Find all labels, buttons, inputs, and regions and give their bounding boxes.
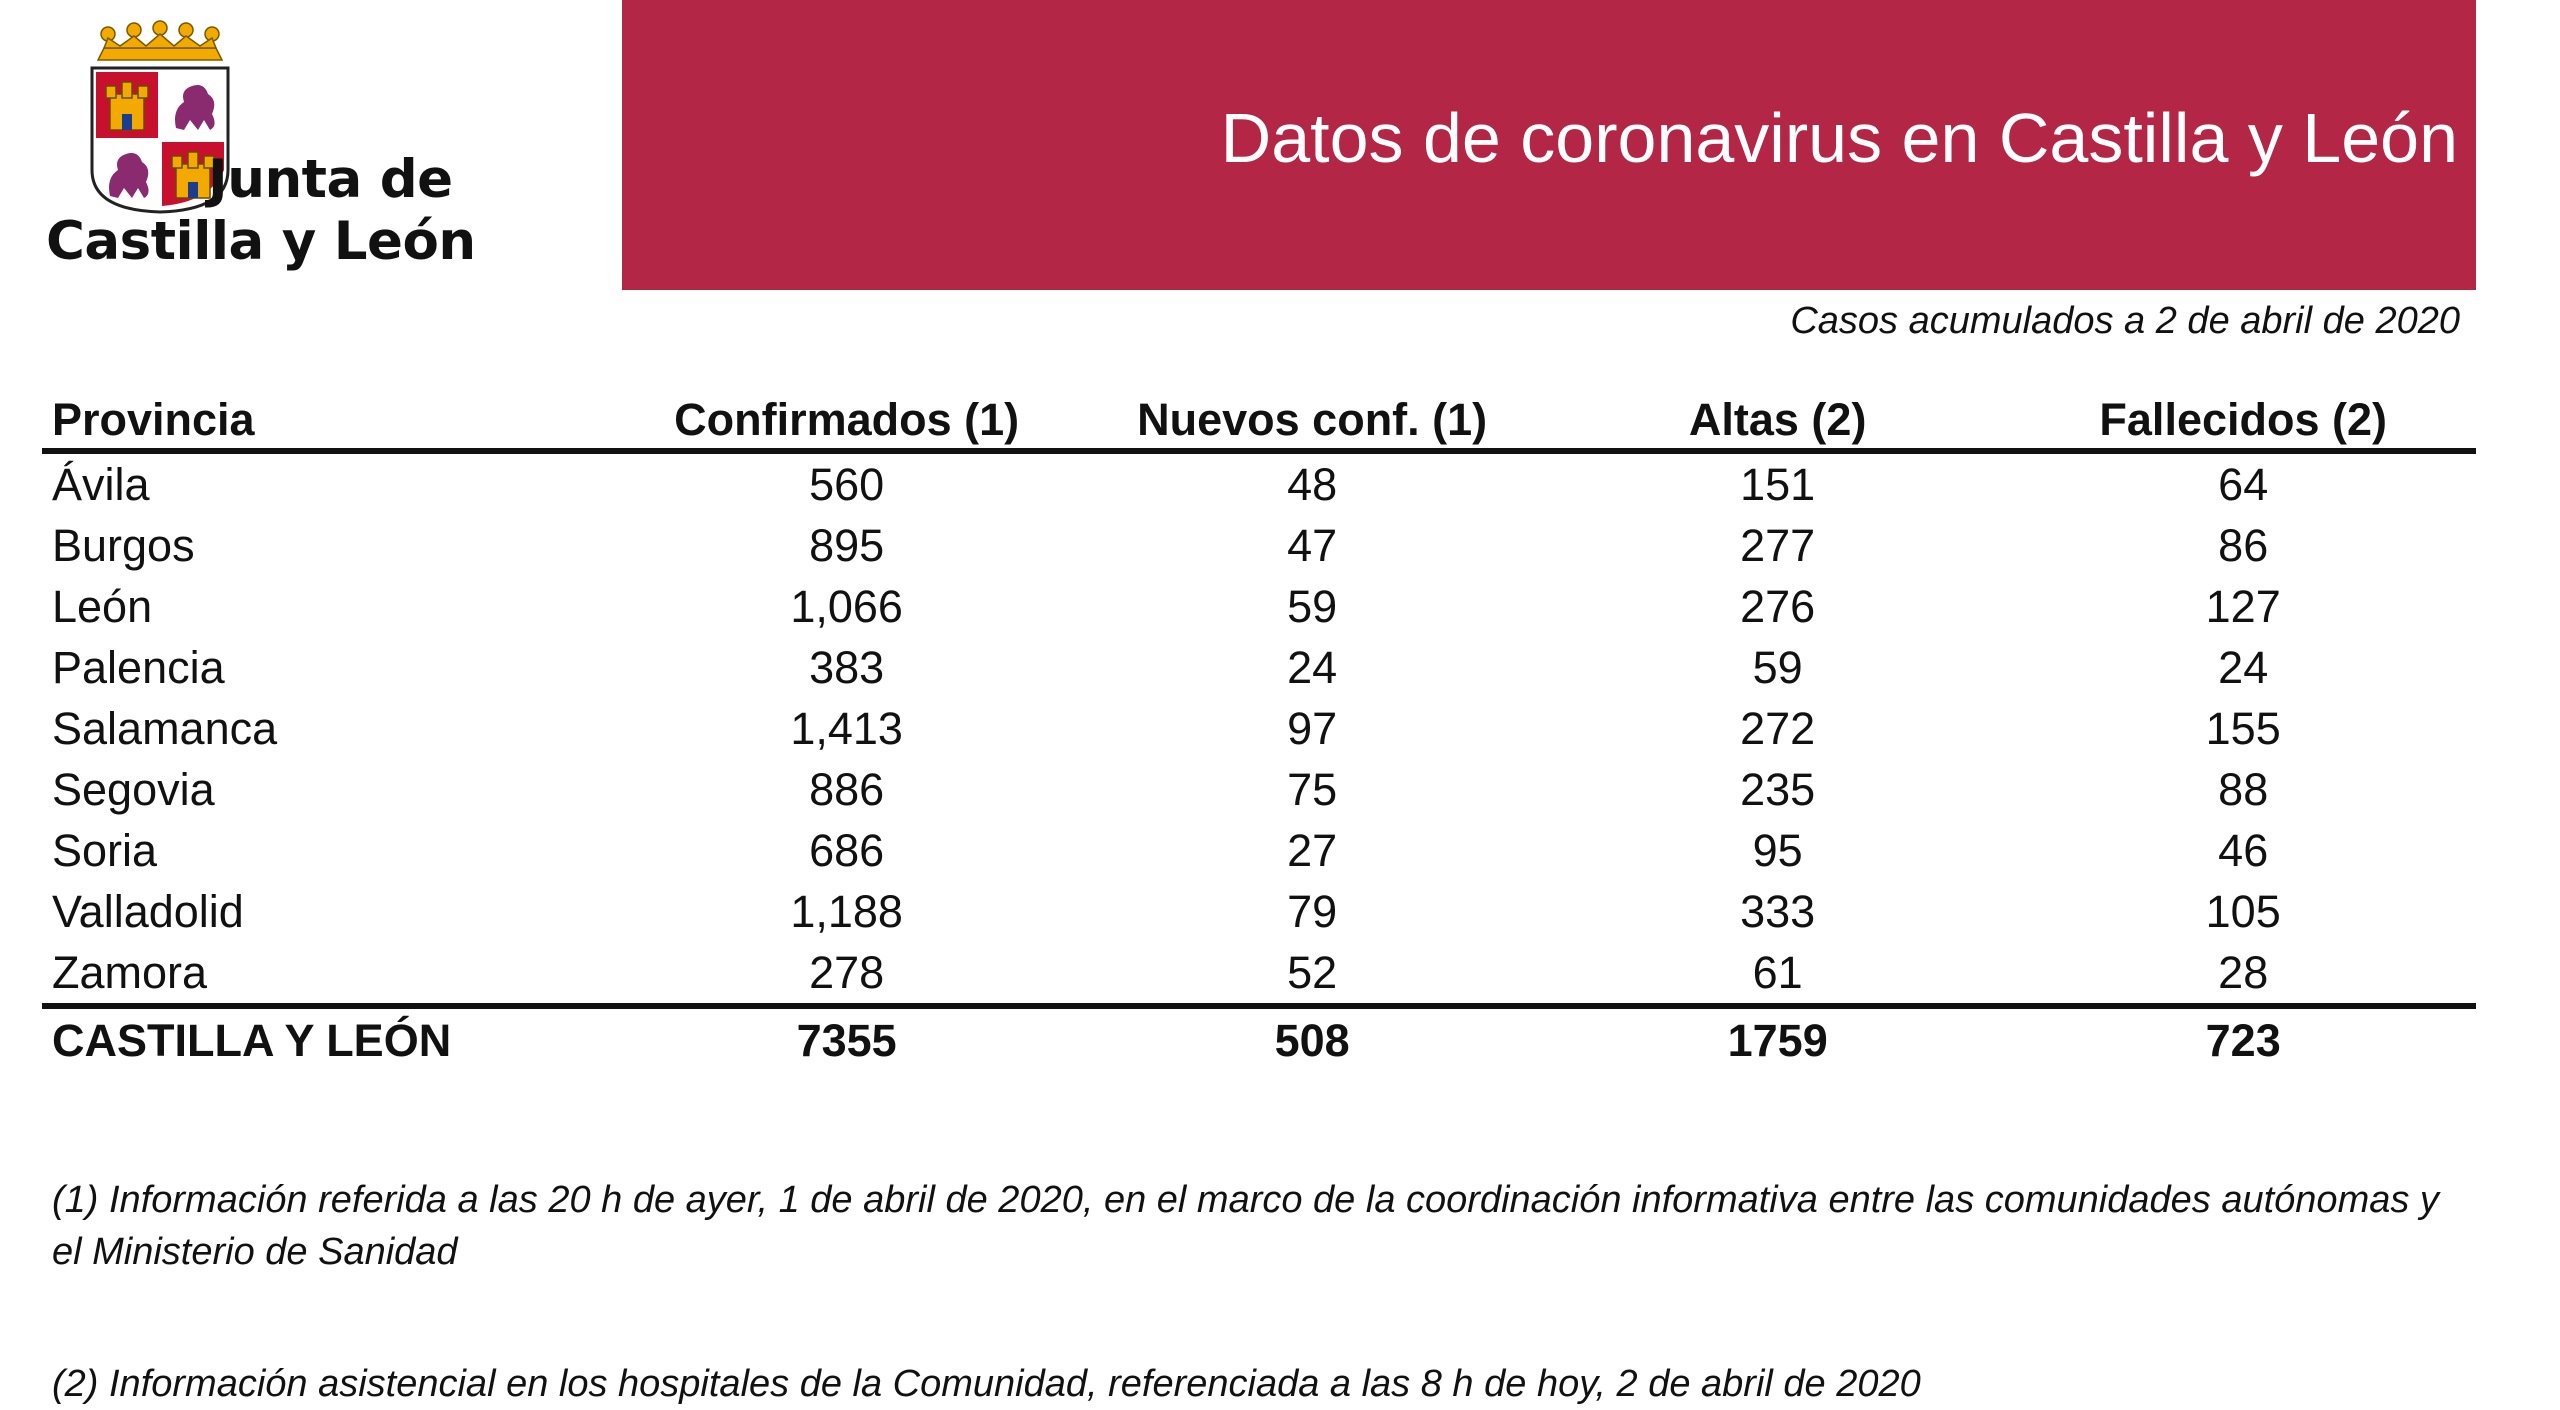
table-total-row [42,1006,2476,1073]
table-row [42,820,2476,881]
cell-altas: 151 [1740,459,1816,510]
cell-altas: 61 [1752,947,1803,998]
total-fallecidos: 723 [2010,1006,2476,1073]
header-altas: Altas (2) [1545,382,2011,451]
cell-altas: 272 [1740,703,1816,754]
table-row [42,881,2476,942]
cell-altas: 59 [1752,642,1803,693]
cell-confirmados: 1,413 [790,703,903,754]
cell-provincia: Burgos [52,520,195,571]
cell-nuevos: 97 [1287,703,1338,754]
cell-altas: 235 [1740,764,1816,815]
cell-confirmados: 886 [809,764,885,815]
cell-altas: 277 [1740,520,1816,571]
footnote-1: (1) Información referida a las 20 h de ayer, 1 de abril de 2020, en el marco de la coordinación informativa entre las comunidades autónomas y el Ministerio de Sanidad [52,1179,2439,1273]
cell-provincia: Ávila [52,459,150,510]
cell-nuevos: 52 [1287,947,1338,998]
cell-nuevos: 47 [1287,520,1338,571]
cell-provincia: Zamora [52,947,208,998]
cell-confirmados: 560 [809,459,885,510]
cell-fallecidos: 88 [2218,764,2269,815]
table-row [42,576,2476,637]
cell-altas: 276 [1740,581,1816,632]
table-row [42,942,2476,1006]
header-provincia: Provincia [42,382,614,451]
cell-altas: 95 [1752,825,1803,876]
cell-provincia: León [52,581,153,632]
table-header-row [42,382,2476,451]
cell-fallecidos: 105 [2205,886,2281,937]
cell-fallecidos: 64 [2218,459,2269,510]
header-confirmados: Confirmados (1) [614,382,1080,451]
covid-data-table [42,382,2476,1073]
cell-provincia: Salamanca [52,703,278,754]
table-row [42,698,2476,759]
total-nuevos: 508 [1079,1006,1545,1073]
cell-nuevos: 27 [1287,825,1338,876]
cell-provincia: Palencia [52,642,225,693]
cell-fallecidos: 24 [2218,642,2269,693]
cell-provincia: Soria [52,825,158,876]
cell-fallecidos: 155 [2205,703,2281,754]
total-altas: 1759 [1545,1006,2011,1073]
cell-fallecidos: 86 [2218,520,2269,571]
cell-nuevos: 24 [1287,642,1338,693]
cell-nuevos: 59 [1287,581,1338,632]
logo-text-line2: Castilla y León [46,211,476,272]
table-row [42,759,2476,820]
cell-provincia: Segovia [52,764,215,815]
table-row [42,515,2476,576]
logo-text-line1: Junta de [208,149,453,210]
table-row [42,637,2476,698]
junta-logo [40,20,500,290]
cell-nuevos: 79 [1287,886,1338,937]
cell-confirmados: 1,188 [790,886,903,937]
date-subtitle: Casos acumulados a 2 de abril de 2020 [1790,300,2460,342]
cell-confirmados: 1,066 [790,581,903,632]
header-fallecidos: Fallecidos (2) [2010,382,2476,451]
cell-fallecidos: 127 [2205,581,2281,632]
cell-confirmados: 895 [809,520,885,571]
cell-altas: 333 [1740,886,1816,937]
cell-confirmados: 278 [809,947,885,998]
header-nuevos: Nuevos conf. (1) [1079,382,1545,451]
cell-nuevos: 75 [1287,764,1338,815]
title-banner [622,0,2476,290]
table-row [42,451,2476,515]
cell-nuevos: 48 [1287,459,1338,510]
total-confirmados: 7355 [614,1006,1080,1073]
cell-fallecidos: 28 [2218,947,2269,998]
footnote-2: (2) Información asistencial en los hospitales de la Comunidad, referenciada a las 8 h de hoy, 2 de abril de 2020 [52,1363,1921,1405]
page-title: Datos de coronavirus en Castilla y León [1220,99,2458,177]
total-label: CASTILLA Y LEÓN [42,1006,614,1073]
cell-confirmados: 383 [809,642,885,693]
cell-confirmados: 686 [809,825,885,876]
cell-fallecidos: 46 [2218,825,2269,876]
cell-provincia: Valladolid [52,886,244,937]
